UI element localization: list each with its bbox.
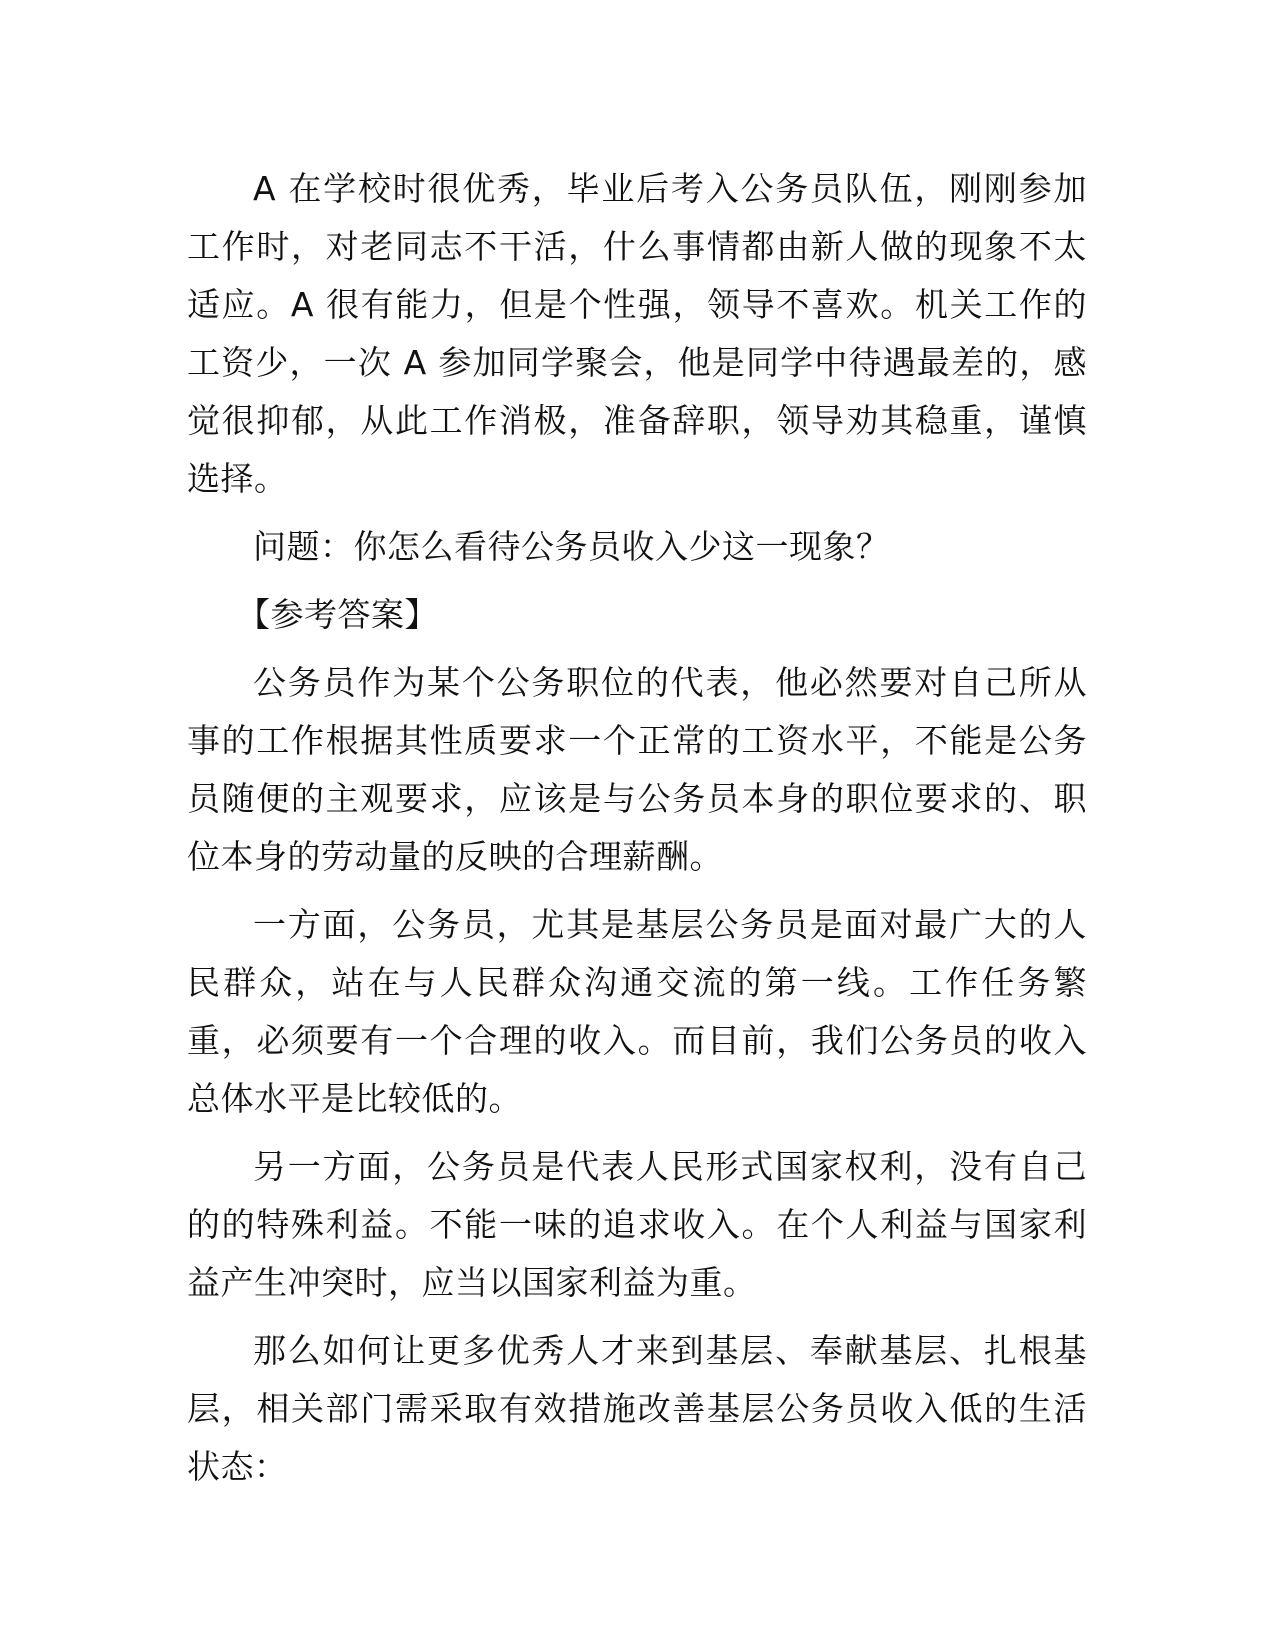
answer-paragraph-2: 一方面，公务员，尤其是基层公务员是面对最广大的人民群众，站在与人民群众沟通交流的第一线。工作任务繁重，必须要有一个合理的收入。而目前，我们公务员的收入总体水平是比较低的。 xyxy=(187,905,1087,1118)
question-paragraph: 问题：你怎么看待公务员收入少这一现象？ xyxy=(253,527,890,566)
answer-paragraph-3: 另一方面，公务员是代表人民形式国家权利，没有自己的的特殊利益。不能一味的追求收入。在个人利益与国家利益产生冲突时，应当以国家利益为重。 xyxy=(187,1147,1087,1302)
answer-paragraph-1: 公务员作为某个公务职位的代表，他必然要对自己所从事的工作根据其性质要求一个正常的工资水平，不能是公务员随便的主观要求，应该是与公务员本身的职位要求的、职位本身的劳动量的反映的合理薪酬。 xyxy=(187,663,1087,876)
case-description-paragraph: A 在学校时很优秀，毕业后考入公务员队伍，刚刚参加工作时，对老同志不干活，什么事情都由新人做的现象不太适应。A 很有能力，但是个性强，领导不喜欢。机关工作的工资少，一次 A 参加同学聚会，他是同学中待遇最差的，感觉很抑郁，从此工作消极，准备辞职，领导劝其稳重，谨慎选择。 xyxy=(187,169,1087,498)
answer-paragraph-4: 那么如何让更多优秀人才来到基层、奉献基层、扎根基层，相关部门需采取有效措施改善基层公务员收入低的生活状态： xyxy=(187,1331,1087,1486)
document-body xyxy=(187,160,1087,1496)
answer-heading: 【参考答案】 xyxy=(237,595,438,634)
